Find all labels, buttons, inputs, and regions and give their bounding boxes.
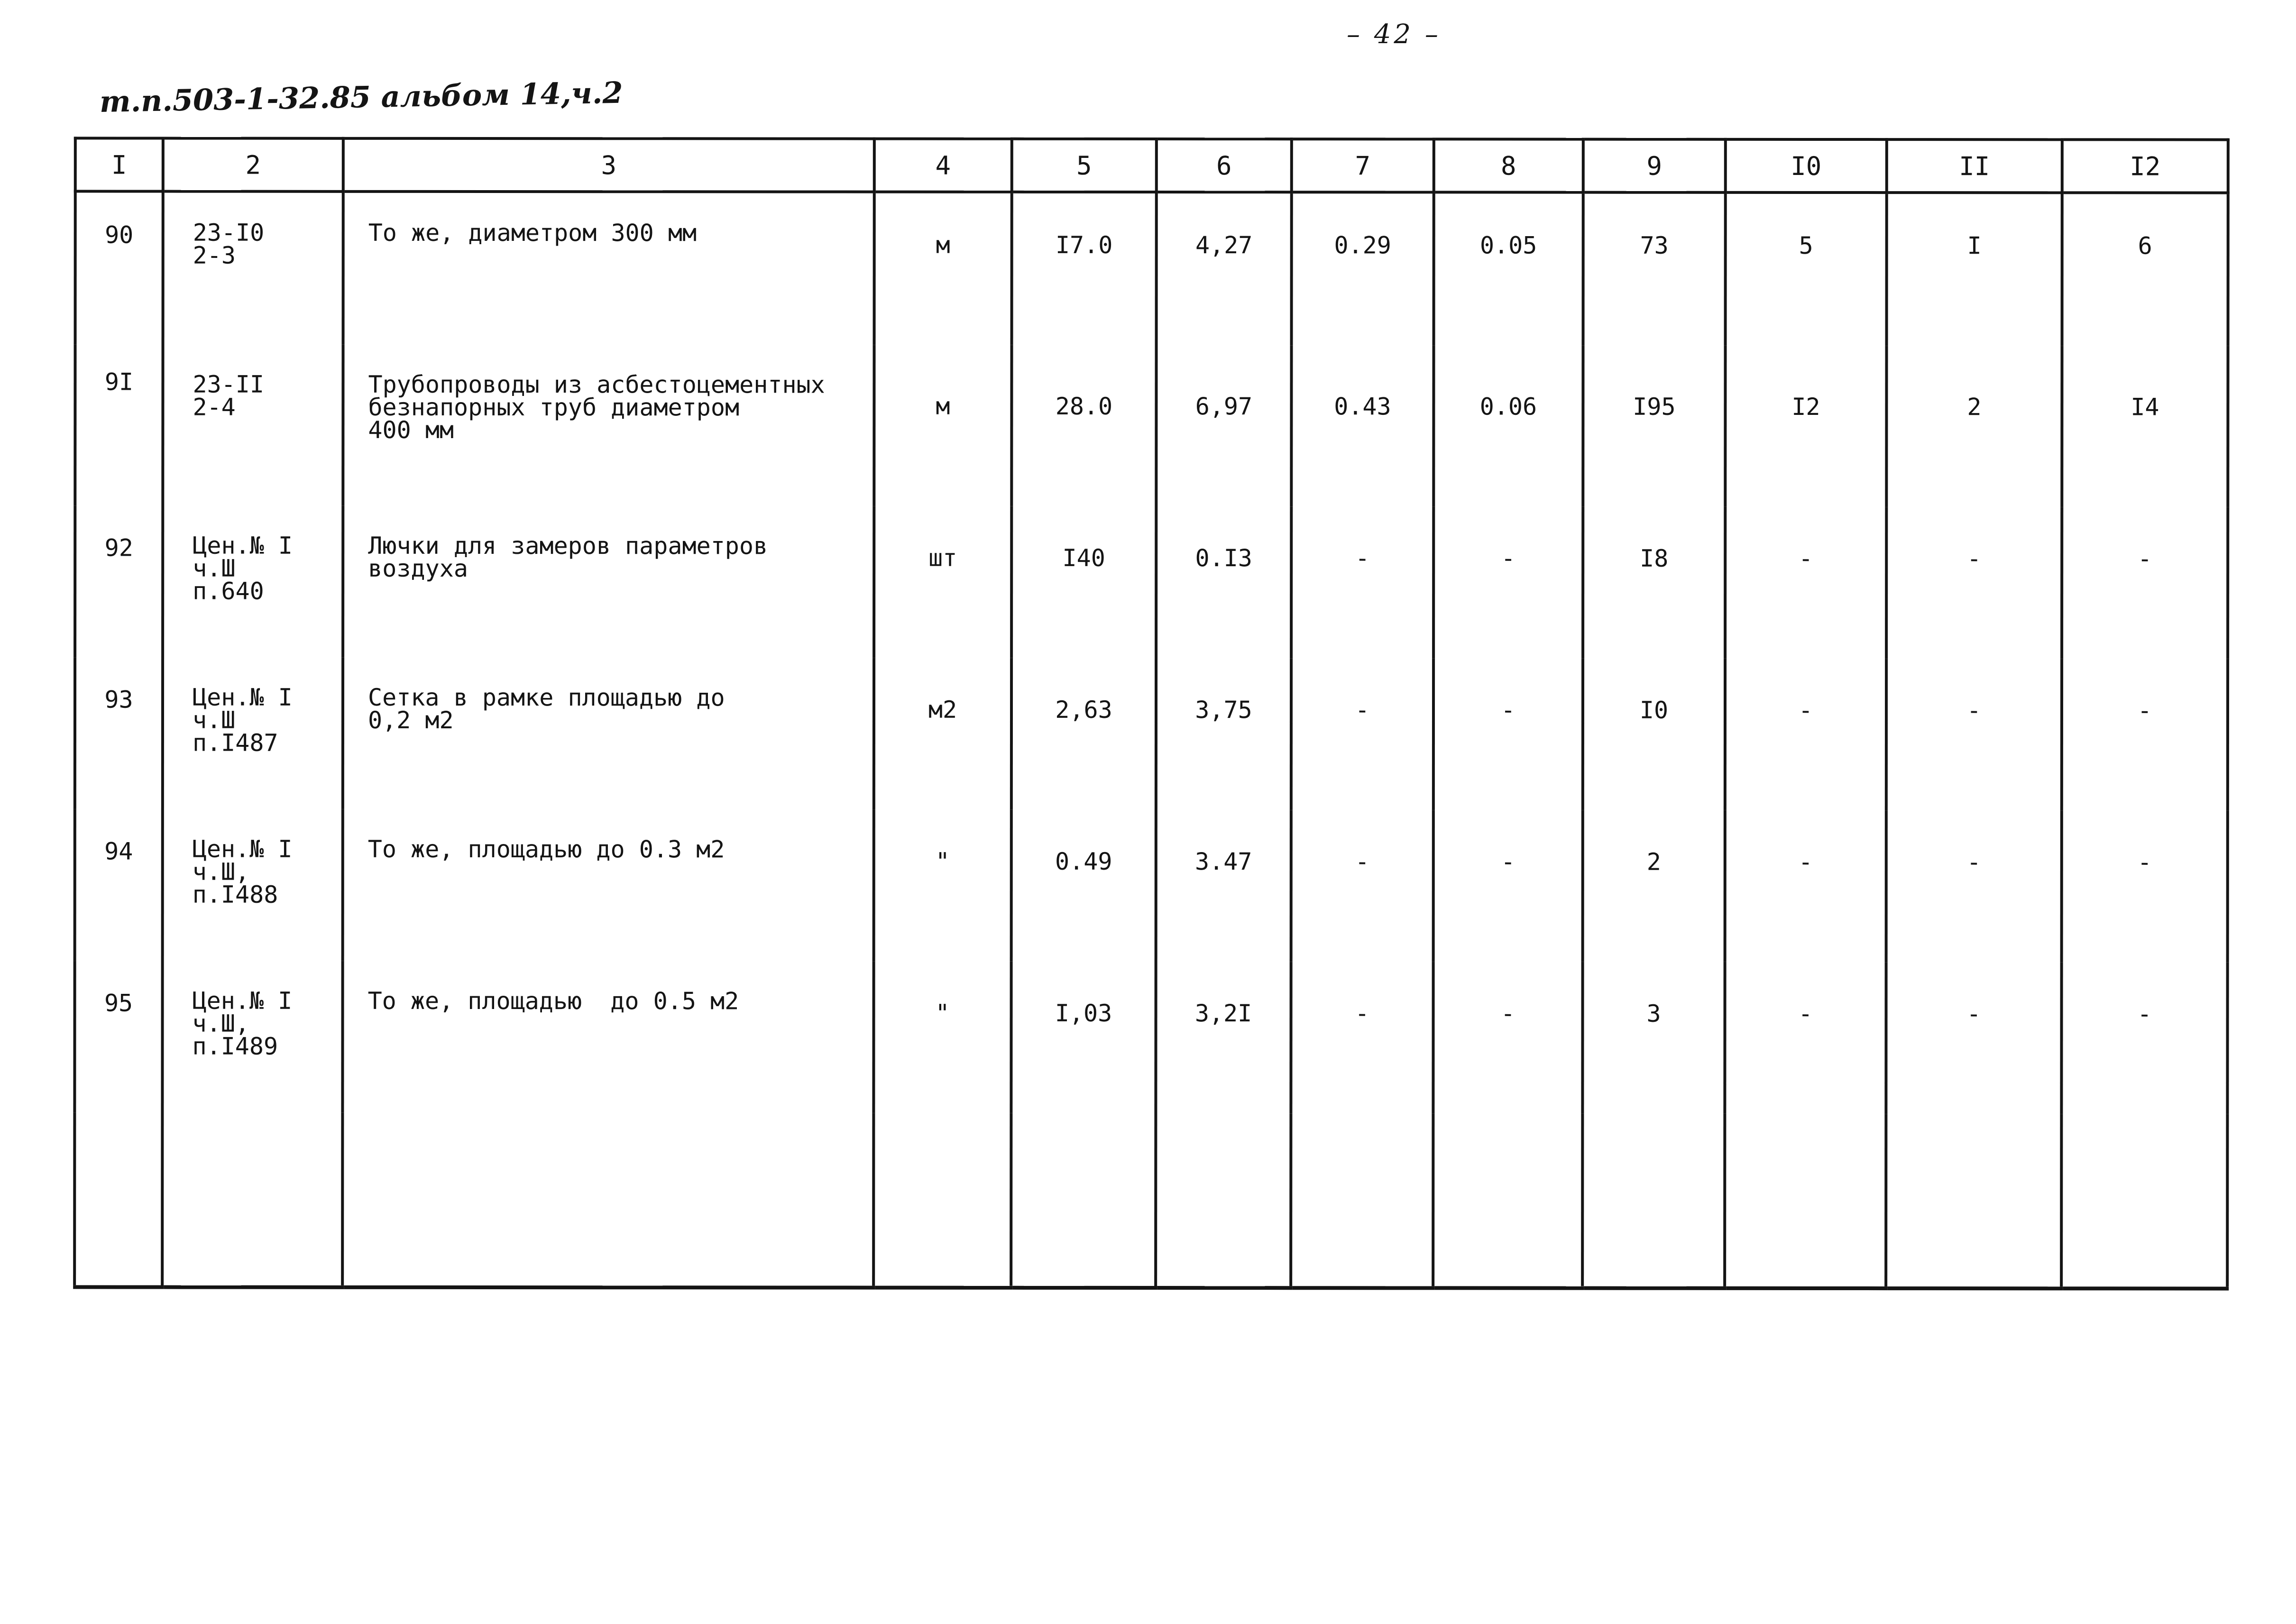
col-9-cell: I0	[1583, 659, 1725, 810]
description-line: То же, площадью до 0.3 м2	[367, 835, 725, 863]
col-7-cell: -	[1291, 658, 1433, 810]
norm-code-line: Цен.№ I	[193, 532, 293, 560]
quantity-cell: 2,63	[1011, 658, 1156, 810]
unit-cell: "	[873, 962, 1011, 1113]
col-6-cell: 4,27	[1157, 192, 1292, 345]
col-10-cell: -	[1725, 507, 1886, 659]
col-12-cell: -	[2062, 507, 2228, 659]
description-cell	[343, 345, 874, 506]
empty-cell	[2061, 1114, 2227, 1288]
norm-code-line: п.I487	[192, 729, 278, 757]
empty-cell	[1725, 1114, 1886, 1288]
norm-code-cell	[163, 345, 343, 506]
norm-code-cell	[162, 961, 342, 1113]
table-row	[74, 961, 2227, 1114]
row-number: 94	[75, 809, 163, 961]
table-row	[75, 657, 2228, 810]
row-number: 95	[74, 961, 162, 1112]
norm-code-cell	[163, 658, 343, 809]
description-line: безнапорных труб диаметром	[368, 393, 740, 422]
col-9-cell: 73	[1583, 193, 1726, 346]
col-8-cell: -	[1433, 962, 1582, 1113]
empty-cell	[1886, 1114, 2061, 1288]
header-col-3: 3	[343, 138, 874, 192]
col-11-cell: -	[1886, 962, 2061, 1114]
quantity-cell: 0.49	[1011, 810, 1156, 962]
col-11-cell: -	[1886, 659, 2062, 810]
header-col-11: II	[1887, 139, 2062, 193]
norm-code-line: 2-3	[193, 241, 236, 269]
norm-code-line: 2-4	[193, 393, 236, 421]
norm-code-line: Цен.№ I	[193, 683, 293, 711]
empty-filler-row	[74, 1112, 2227, 1288]
col-8-cell: 0.05	[1434, 192, 1583, 345]
empty-cell	[1582, 1114, 1725, 1288]
norm-code-line: Цен.№ I	[192, 835, 293, 863]
quantity-cell: I40	[1011, 506, 1156, 658]
norm-code-line: 23-I0	[193, 219, 265, 247]
description-line: 0,2 м2	[367, 706, 454, 734]
description-cell	[342, 961, 873, 1113]
col-6-cell: 3,75	[1156, 658, 1291, 810]
header-col-4: 4	[874, 139, 1012, 192]
col-12-cell: 6	[2062, 193, 2228, 346]
description-line: 400 мм	[368, 416, 454, 444]
table-row	[75, 191, 2228, 346]
norm-code-line: п.640	[193, 577, 264, 605]
col-8-cell: -	[1433, 658, 1583, 810]
row-number: 93	[75, 657, 163, 809]
description-line: Лючки для замеров параметров	[368, 532, 768, 560]
empty-cell	[1291, 1113, 1433, 1288]
header-col-9: 9	[1583, 139, 1726, 193]
empty-cell	[873, 1113, 1011, 1288]
norm-code-line: ч.Ш	[192, 706, 236, 734]
col-7-cell: -	[1291, 506, 1433, 658]
unit-cell: м2	[874, 658, 1011, 810]
unit-cell: м	[874, 345, 1011, 506]
norm-code-line: ч.Ш,	[192, 858, 250, 886]
header-col-1: I	[75, 138, 163, 191]
estimate-table	[73, 137, 2230, 1290]
row-number: 90	[75, 191, 163, 344]
norm-code-cell	[163, 506, 343, 658]
col-11-cell: -	[1886, 507, 2062, 659]
col-10-cell: -	[1725, 962, 1886, 1114]
col-6-cell: 3.47	[1156, 810, 1291, 962]
row-number: 9I	[75, 344, 163, 505]
norm-code-line: п.I488	[192, 881, 278, 908]
quantity-cell: I7.0	[1012, 192, 1157, 345]
header-col-12: I2	[2062, 139, 2228, 193]
header-col-7: 7	[1292, 139, 1434, 192]
description-line: Сетка в рамке площадью до	[368, 683, 725, 712]
header-row	[75, 138, 2228, 193]
document-code: т.п.503-1-32.85 альбом 14,ч.2	[99, 75, 624, 119]
col-11-cell: 2	[1886, 346, 2062, 507]
description-line: Трубопроводы из асбестоцементных	[368, 370, 825, 399]
description-cell	[343, 192, 874, 345]
norm-code-line: п.I489	[192, 1032, 278, 1060]
col-6-cell: 6,97	[1156, 345, 1291, 506]
empty-cell	[162, 1113, 342, 1287]
col-11-cell: I	[1887, 193, 2062, 346]
col-12-cell: -	[2062, 659, 2228, 810]
header-col-2: 2	[163, 138, 343, 192]
norm-code-line: ч.Ш	[193, 554, 236, 582]
col-12-cell: -	[2062, 810, 2228, 962]
col-9-cell: I95	[1583, 346, 1725, 507]
header-col-6: 6	[1157, 139, 1292, 192]
row-number: 92	[75, 505, 163, 657]
col-11-cell: -	[1886, 810, 2062, 962]
description-line: То же, площадью до 0.5 м2	[367, 987, 739, 1015]
col-8-cell: -	[1433, 810, 1583, 962]
description-cell	[343, 506, 874, 658]
col-7-cell: 0.43	[1291, 345, 1433, 506]
page-number: – 42 –	[1347, 19, 1441, 50]
col-9-cell: 3	[1582, 962, 1725, 1114]
norm-code-cell	[163, 192, 343, 345]
table-row	[75, 344, 2228, 507]
description-line: То же, диаметром 300 мм	[368, 219, 697, 247]
description-line: воздуха	[368, 554, 468, 582]
empty-cell	[74, 1112, 162, 1287]
col-10-cell: I2	[1725, 346, 1886, 507]
col-10-cell: 5	[1726, 193, 1887, 346]
description-cell	[343, 809, 874, 962]
col-10-cell: -	[1725, 659, 1886, 810]
description-cell	[343, 658, 874, 810]
table-row	[75, 809, 2228, 962]
header-col-5: 5	[1012, 139, 1157, 192]
col-9-cell: I8	[1583, 507, 1725, 659]
empty-cell	[1433, 1113, 1582, 1288]
table-row	[75, 505, 2228, 659]
col-6-cell: 3,2I	[1156, 962, 1291, 1113]
norm-code-line: Цен.№ I	[192, 987, 293, 1015]
norm-code-line: 23-II	[193, 370, 265, 398]
col-12-cell: I4	[2062, 346, 2228, 507]
quantity-cell: I,03	[1011, 962, 1156, 1113]
quantity-cell: 28.0	[1011, 345, 1156, 506]
col-12-cell: -	[2061, 962, 2227, 1114]
empty-cell	[342, 1113, 873, 1288]
col-7-cell: -	[1291, 810, 1433, 962]
col-9-cell: 2	[1583, 810, 1725, 962]
unit-cell: "	[874, 810, 1011, 962]
empty-cell	[1156, 1113, 1291, 1288]
empty-cell	[1011, 1113, 1156, 1288]
norm-code-cell	[163, 809, 343, 961]
col-8-cell: -	[1433, 506, 1583, 658]
estimate-table-container	[73, 137, 2227, 1290]
norm-code-line: ч.Ш,	[192, 1009, 249, 1037]
header-col-8: 8	[1434, 139, 1583, 192]
col-7-cell: 0.29	[1292, 192, 1434, 345]
header-col-10: I0	[1726, 139, 1887, 193]
col-7-cell: -	[1291, 962, 1433, 1113]
col-6-cell: 0.I3	[1156, 506, 1291, 658]
col-8-cell: 0.06	[1433, 345, 1583, 506]
table-body	[74, 191, 2228, 1288]
unit-cell: шт	[874, 506, 1011, 658]
unit-cell: м	[874, 192, 1012, 345]
col-10-cell: -	[1725, 810, 1886, 962]
